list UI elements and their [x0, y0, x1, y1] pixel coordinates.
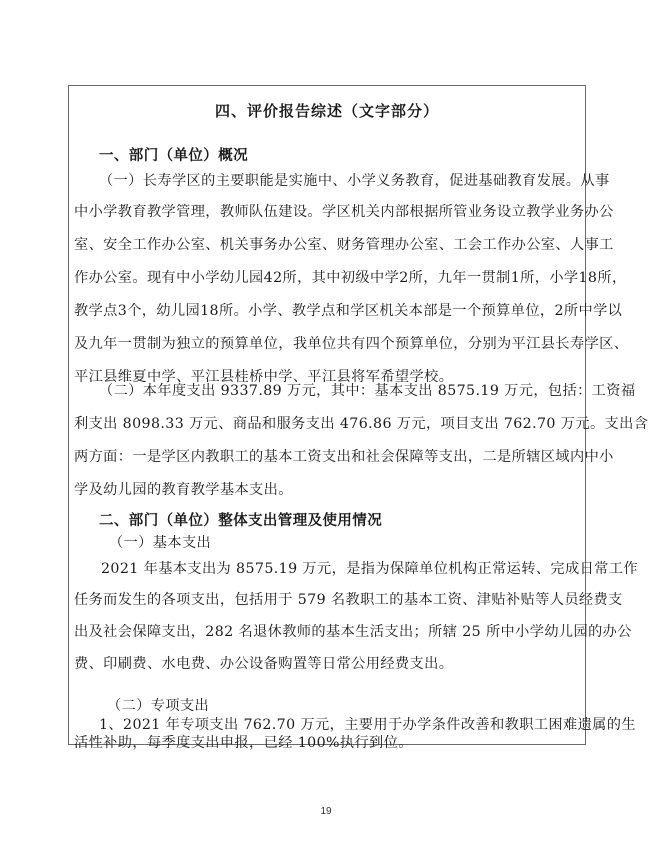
- report-title: 四、评价报告综述（文字部分）: [214, 102, 439, 120]
- paragraph-line: 两方面：一是学区内教职工的基本工资支出和社会保障等支出，二是所辖区域内中小: [74, 449, 614, 465]
- paragraph-line: （二）本年度支出 9337.89 万元，其中：基本支出 8575.19 万元，包括：工资福: [99, 383, 636, 399]
- paragraph-line: 2021 年基本支出为 8575.19 万元，是指为保障单位机构正常运转、完成日常工作: [101, 561, 638, 577]
- paragraph-line: 室、安全工作办公室、机关事务办公室、财务管理办公室、工会工作办公室、人事工: [74, 237, 614, 253]
- paragraph-line: （一）长寿学区的主要职能是实施中、小学义务教育，促进基础教育发展。从事: [99, 173, 610, 189]
- paragraph-line: 活性补助，每季度支出申报，已经 100%执行到位。: [74, 735, 413, 751]
- paragraph-line: 中小学教育教学管理，教师队伍建设。学区机关内部根据所管业务设立教学业务办公: [74, 204, 614, 220]
- report-frame: [68, 85, 649, 751]
- paragraph-line: 教学点3个，幼儿园18所。小学、教学点和学区机关本部是一个预算单位，2所中学以: [74, 303, 623, 319]
- subsection-heading: （二）专项支出: [107, 698, 210, 714]
- paragraph-line: 1、2021 年专项支出 762.70 万元，主要用于办学条件改善和教职工困难遗属的生: [99, 717, 636, 733]
- paragraph-line: 任务而发生的各项支出，包括用于 579 名教职工的基本工资、津贴补贴等人员经费支: [74, 592, 623, 608]
- paragraph-line: 学及幼儿园的教育教学基本支出。: [74, 482, 293, 498]
- paragraph-line: 利支出 8098.33 万元、商品和服务支出 476.86 万元，项目支出 762.70 万元。支出含: [74, 416, 649, 432]
- page-number: 19: [320, 806, 332, 817]
- subsection-heading: （一）基本支出: [109, 535, 212, 551]
- paragraph-line: 作办公室。现有中小学幼儿园42所，其中初级中学2所，九年一贯制1所，小学18所，: [74, 270, 627, 286]
- paragraph-line: 平江县维夏中学、平江县桂桥中学、平江县将军希望学校。: [74, 369, 454, 385]
- paragraph-line: 费、印刷费、水电费、办公设备购置等日常公用经费支出。: [74, 656, 454, 672]
- section2-heading: 二、部门（单位）整体支出管理及使用情况: [99, 512, 383, 529]
- paragraph-line: 及九年一贯制为独立的预算单位，我单位共有四个预算单位，分别为平江县长寿学区、: [74, 336, 629, 352]
- paragraph-line: 出及社会保障支出，282 名退休教师的基本生活支出；所辖 25 所中小学幼儿园的办公: [74, 624, 632, 640]
- section1-heading: 一、部门（单位）概况: [99, 147, 248, 164]
